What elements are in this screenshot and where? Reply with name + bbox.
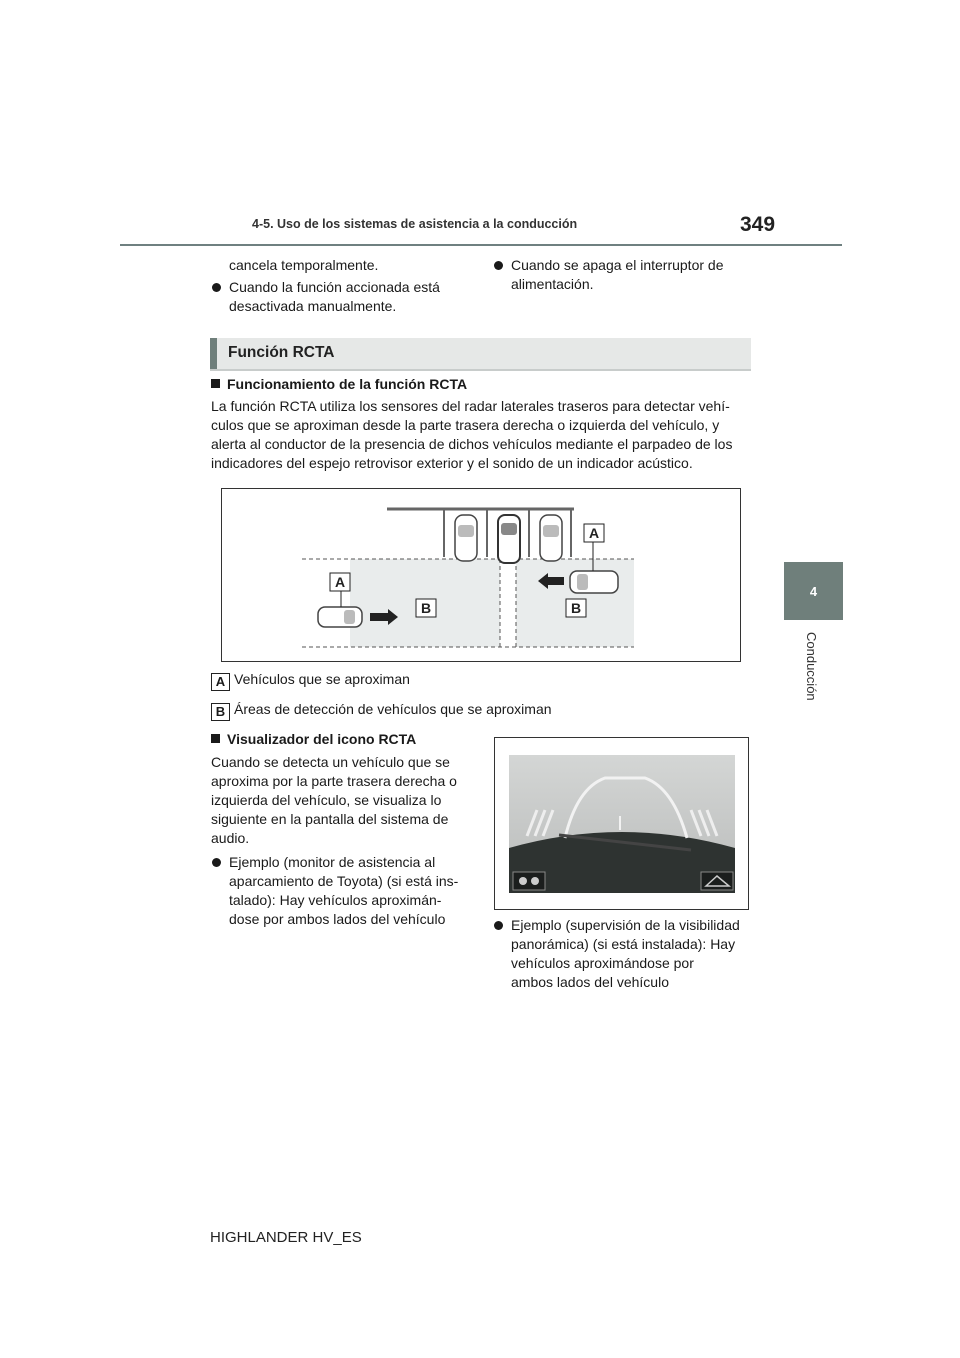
square-bullet-icon xyxy=(211,379,220,388)
bullet-dot xyxy=(212,283,221,292)
header-rule xyxy=(120,244,842,246)
callout-label: A xyxy=(334,574,346,590)
chapter-label: Conducción xyxy=(804,632,819,701)
rcta-icon xyxy=(513,872,545,890)
bullet-line: aparcamiento de Toyota) (si está ins- xyxy=(229,873,459,889)
section-header xyxy=(210,338,751,371)
approaching-car-left xyxy=(318,607,362,627)
legend-key: A xyxy=(211,673,230,691)
rear-camera-screen xyxy=(494,737,749,910)
parking-diagram xyxy=(222,489,740,661)
square-bullet-icon xyxy=(211,734,220,743)
parking-mode-icon xyxy=(701,872,733,890)
legend-text: Vehículos que se aproximan xyxy=(234,671,410,687)
legend-text: Áreas de detección de vehículos que se aproximan xyxy=(234,701,552,717)
chapter-tab xyxy=(784,562,843,620)
bullet-line: ambos lados del vehículo xyxy=(511,974,669,990)
bullet-dot xyxy=(212,858,221,867)
chapter-number: 4 xyxy=(809,583,818,599)
bullet-line: desactivada manualmente. xyxy=(229,298,397,314)
bullet-line: panorámica) (si está instalada): Hay xyxy=(511,936,736,952)
bullet-line: Cuando se apaga el interruptor de xyxy=(511,257,724,273)
camera-view xyxy=(495,738,748,909)
legend-item-b xyxy=(211,701,552,721)
callout-label: B xyxy=(570,600,582,616)
paragraph-line: izquierda del vehículo, se visualiza lo xyxy=(211,792,442,808)
paragraph-line: siguiente en la pantalla del sistema de xyxy=(211,811,449,827)
own-car xyxy=(498,515,520,563)
page-number: 349 xyxy=(740,213,776,236)
legend-item-a xyxy=(211,671,410,691)
paragraph-line: indicadores del espejo retrovisor exterior y el sonido de un indicador acústico. xyxy=(211,455,693,471)
bullet-line: talado): Hay vehículos aproximán- xyxy=(229,892,442,908)
paragraph-line: aproxima por la parte trasera derecha o xyxy=(211,773,457,789)
callout-label: A xyxy=(588,525,600,541)
bullet-dot xyxy=(494,921,503,930)
continued-text: cancela temporalmente. xyxy=(229,257,379,273)
legend-key: B xyxy=(211,703,230,721)
rcta-illustration xyxy=(221,488,741,662)
bullet-line: alimentación. xyxy=(511,276,594,292)
display-paragraph xyxy=(211,753,481,848)
section-title: 4-5. Uso de los sistemas de asistencia a la conducción xyxy=(252,217,578,231)
display-heading: Visualizador del icono RCTA xyxy=(211,731,416,747)
paragraph-line: Cuando se detecta un vehículo que se xyxy=(211,754,450,770)
model-footer: HIGHLANDER HV_ES xyxy=(210,1229,362,1246)
paragraph-line: culos que se aproximan desde la parte trasera derecha o izquierda del vehículo, y xyxy=(211,417,720,433)
bullet-line: vehículos aproximándose por xyxy=(511,955,694,971)
operation-heading: Funcionamiento de la función RCTA xyxy=(211,376,467,392)
paragraph-line: La función RCTA utiliza los sensores del radar laterales traseros para detectar vehí- xyxy=(211,398,730,414)
bullet-line: Ejemplo (supervisión de la visibilidad xyxy=(511,917,740,933)
section-accent xyxy=(210,338,217,369)
section-title-rcta: Función RCTA xyxy=(228,344,335,361)
bullet-dot xyxy=(494,261,503,270)
paragraph-line: alerta al conductor de la presencia de dichos vehículos mediante el parpadeo de los xyxy=(211,436,733,452)
operation-paragraph xyxy=(211,397,756,473)
parked-car xyxy=(455,515,477,561)
parked-car xyxy=(540,515,562,561)
callout-label: B xyxy=(420,600,432,616)
bullet-line: dose por ambos lados del vehículo xyxy=(229,911,446,927)
bullet-line: Ejemplo (monitor de asistencia al xyxy=(229,854,436,870)
paragraph-line: audio. xyxy=(211,830,250,846)
bullet-line: Cuando la función accionada está xyxy=(229,279,440,295)
